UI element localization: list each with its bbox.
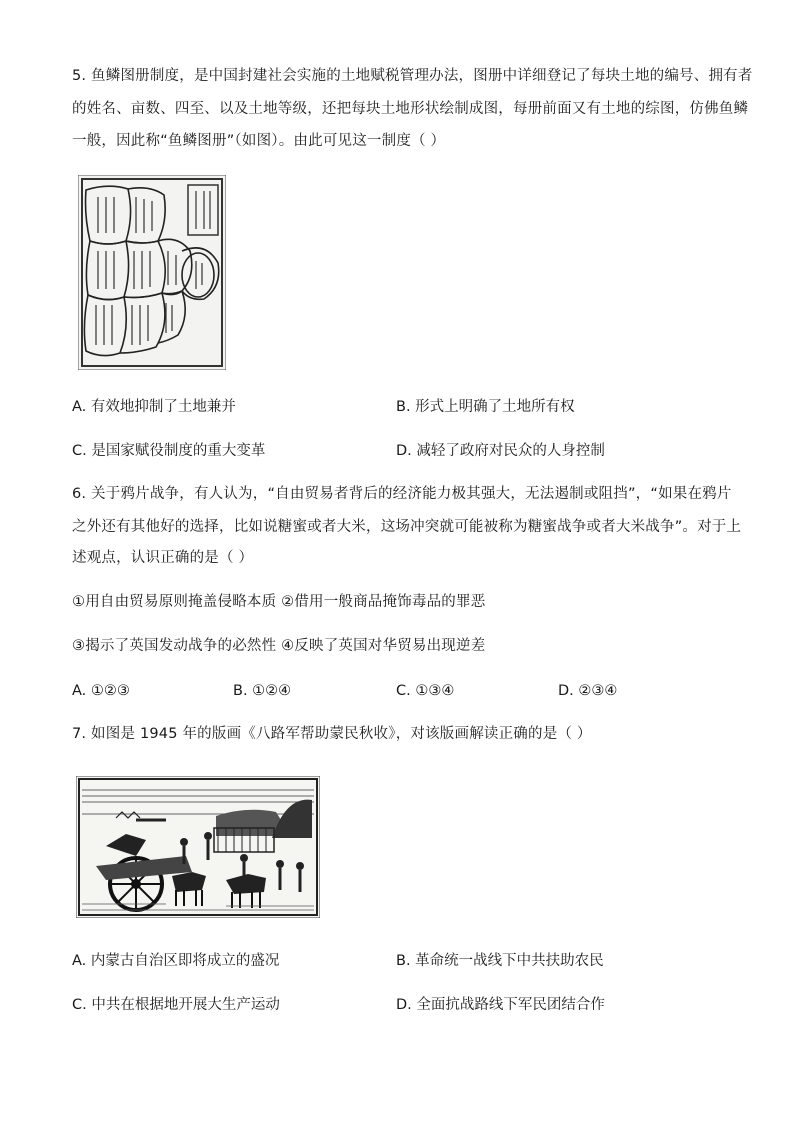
q6-stem-line-1: 6. 关于鸦片战争，有人认为，“自由贸易者背后的经济能力极其强大，无法遏制或阻挡”，“如果在鸦片 [72,486,732,502]
q5-stem-line-3: 一般，因此称“鱼鳞图册”（如图）。由此可见这一制度（ ） [72,133,446,149]
q6-option-b: B. ①②④ [233,683,292,699]
woodcut-harvest-image [76,776,320,918]
q5-option-c: C. 是国家赋役制度的重大变革 [72,443,266,459]
q7-option-d: D. 全面抗战路线下军民团结合作 [396,997,605,1013]
q6-option-c: C. ①③④ [396,683,455,699]
fish-scale-register-image [78,175,226,370]
q6-option-d: D. ②③④ [558,683,618,699]
q7-option-c: C. 中共在根据地开展大生产运动 [72,997,280,1013]
q7-option-b: B. 革命统一战线下中共扶助农民 [396,953,604,969]
q5-stem-line-2: 的姓名、亩数、四至、以及土地等级，还把每块土地形状绘制成图，每册前面又有土地的综图，仿佛鱼鳞 [72,101,749,117]
q6-statements-3-4: ③揭示了英国发动战争的必然性 ④反映了英国对华贸易出现逆差 [72,638,486,654]
q6-statements-1-2: ①用自由贸易原则掩盖侵略本质 ②借用一般商品掩饰毒品的罪恶 [72,594,486,610]
q6-option-a: A. ①②③ [72,683,130,699]
q6-stem-line-2: 之外还有其他好的选择，比如说糖蜜或者大米，这场冲突就可能被称为糖蜜战争或者大米战争”。对于上 [72,519,742,535]
q6-stem-line-3: 述观点，认识正确的是（ ） [72,550,254,566]
q7-option-a: A. 内蒙古自治区即将成立的盛况 [72,953,280,969]
q5-stem-line-1: 5. 鱼鳞图册制度，是中国封建社会实施的土地赋税管理办法，图册中详细登记了每块土地的编号、拥有者 [72,68,753,84]
q5-option-d: D. 减轻了政府对民众的人身控制 [396,443,605,459]
q5-option-a: A. 有效地抑制了土地兼并 [72,399,236,415]
q5-option-b: B. 形式上明确了土地所有权 [396,399,575,415]
q7-stem-line-1: 7. 如图是 1945 年的版画《八路军帮助蒙民秋收》，对该版画解读正确的是（ ） [72,726,592,742]
